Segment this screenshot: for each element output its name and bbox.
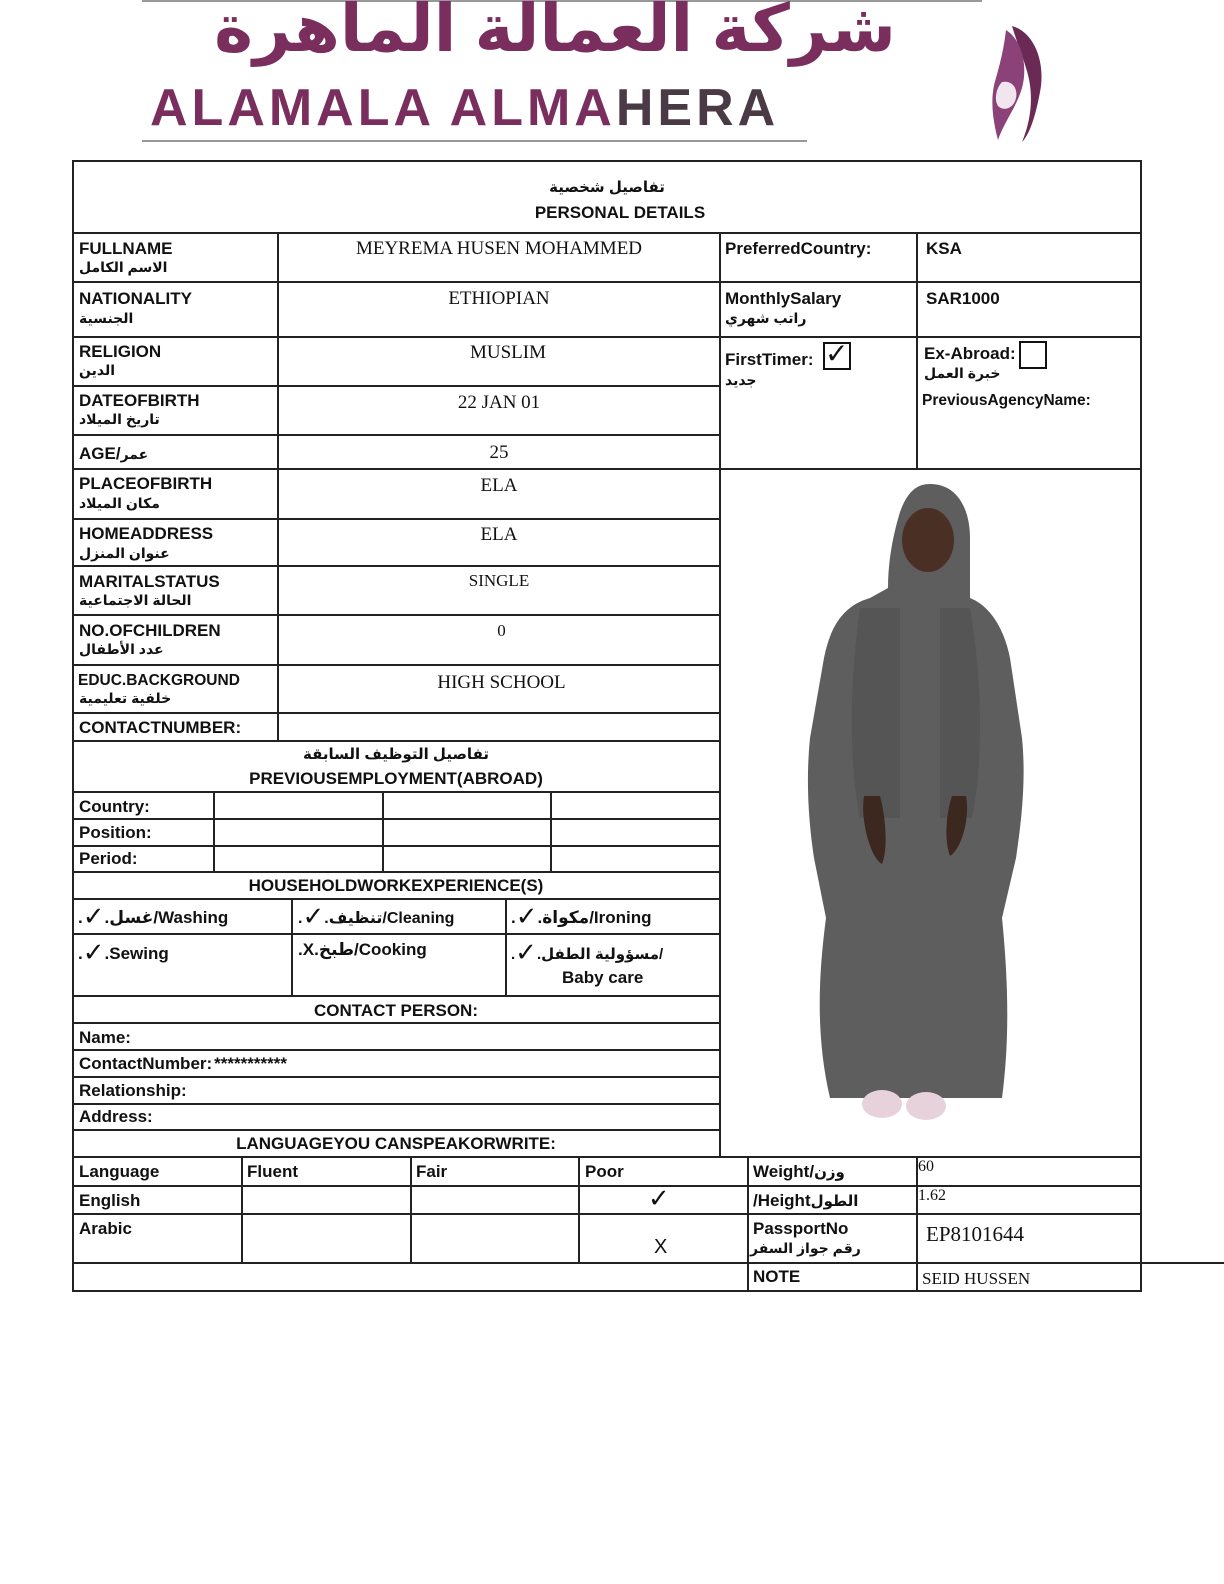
note-value: SEID HUSSEN: [922, 1269, 1031, 1288]
vl-lang-1: [241, 1156, 243, 1262]
sewing-check-icon: ✓: [82, 938, 105, 968]
children-label: NO.OFCHILDREN: [79, 621, 221, 640]
frame-left: [72, 160, 74, 1292]
ironing-check-icon: ✓: [515, 902, 538, 932]
hl-header: [72, 232, 1142, 234]
marital-arabic: الحالة الاجتماعية: [79, 592, 192, 608]
babycare-check-icon: ✓: [515, 938, 537, 968]
nationality-label: NATIONALITY: [79, 289, 193, 308]
dob-label: DATEOFBIRTH: [79, 391, 200, 410]
age-label-en: AGE/: [79, 444, 121, 463]
skill-ironing-label: مكواة/Ironing: [542, 908, 652, 927]
vl-lang-4: [747, 1156, 749, 1290]
skill-cleaning: [298, 902, 455, 932]
skill-ironing-dot: .: [511, 908, 516, 927]
logo-arabic-text: شركة العمالة الماهرة: [214, 0, 896, 65]
preferred-country-value: KSA: [926, 239, 962, 258]
fullname-value: MEYREMA HUSEN MOHAMMED: [355, 238, 643, 259]
homeaddress-label: HOMEADDRESS: [79, 524, 214, 543]
fullname-label: FULLNAME: [79, 239, 173, 258]
frame-top: [72, 160, 1142, 162]
hl-5: [72, 468, 1142, 470]
marital-label: MARITALSTATUS: [79, 572, 220, 591]
firsttimer-arabic: جديد: [725, 372, 757, 388]
firsttimer-checked-box-icon[interactable]: [823, 337, 851, 370]
hl-15: [72, 871, 720, 873]
passport-value: EP8101644: [926, 1222, 1025, 1246]
hl-28: [72, 1290, 1142, 1292]
contact-number-label: [79, 1054, 287, 1074]
languages-title: LANGUAGEYOU CANSPEAKORWRITE:: [236, 1134, 556, 1153]
frame-right: [1140, 160, 1142, 1292]
skill-washing-dot: .: [78, 908, 83, 927]
skill-babycare-dot-2: .: [536, 946, 542, 963]
previous-agency-label: PreviousAgencyName:: [922, 392, 1091, 409]
applicant-photo: [790, 478, 1040, 1126]
dob-arabic: تاريخ الميلاد: [79, 411, 160, 427]
weight-value: 60: [918, 1158, 934, 1175]
hl-2: [72, 336, 1142, 338]
arabic-poor-mark: X: [654, 1236, 668, 1258]
passport-arabic: رقم جواز السفر: [750, 1240, 861, 1256]
hl-24: [72, 1156, 1142, 1158]
skill-ironing: [511, 902, 652, 932]
washing-check-icon: ✓: [82, 902, 105, 932]
skill-babycare: [511, 938, 664, 968]
educ-arabic: خلفية تعليمية: [79, 690, 172, 706]
hl-17: [72, 933, 720, 935]
firsttimer-label: FirstTimer:: [725, 350, 814, 369]
skill-cooking-dot: .: [298, 940, 303, 959]
skill-sewing-dot-2: .: [104, 944, 110, 963]
lang-header-poor: Poor: [585, 1162, 624, 1181]
contact-number-text: ContactNumber:: [79, 1054, 213, 1073]
height-label-ar: الطول: [810, 1193, 859, 1210]
vl-lang-3: [578, 1156, 580, 1262]
pob-value: ELA: [480, 475, 518, 496]
homeaddress-value: ELA: [480, 524, 518, 545]
hl-7: [72, 565, 720, 567]
skill-cooking: [298, 940, 427, 960]
monthly-salary-label: MonthlySalary: [725, 289, 842, 308]
hl-10: [72, 712, 720, 714]
contact-number-value: ***********: [214, 1054, 287, 1073]
contactnumber-label: CONTACTNUMBER:: [79, 718, 242, 737]
hl-19: [72, 1022, 720, 1024]
skill-babycare-arabic: مسؤولية الطفل/: [541, 946, 664, 963]
hl-9: [72, 664, 720, 666]
skill-washing-label: غسل/Washing: [109, 908, 229, 927]
hl-27: [72, 1262, 1224, 1264]
skill-babycare-label: Baby care: [562, 968, 644, 987]
logo-english-right: HERA: [615, 79, 780, 137]
vl-emp-3: [550, 791, 552, 871]
monthly-salary-value: SAR1000: [926, 289, 1000, 308]
marital-value: SINGLE: [468, 571, 530, 590]
dob-value: 22 JAN 01: [457, 392, 541, 413]
exabroad-label: Ex-Abroad:: [924, 344, 1016, 363]
vl-right-col: [916, 232, 918, 468]
hl-6: [72, 518, 720, 520]
skill-washing-dot-2: .: [104, 908, 110, 927]
skill-cleaning-dot-2: .: [324, 910, 329, 927]
hl-25: [72, 1185, 1142, 1187]
monthly-salary-arabic: راتب شهري: [725, 310, 807, 326]
height-label: [753, 1191, 858, 1211]
personal-details-arabic: تفاصيل شخصية: [549, 179, 665, 196]
children-value: 0: [497, 621, 506, 640]
lang-header-fair: Fair: [416, 1162, 448, 1181]
lang-english-label: English: [79, 1191, 141, 1210]
vl-hh-1: [291, 898, 293, 995]
lang-header-fluent: Fluent: [247, 1162, 298, 1181]
personal-details-title: PERSONAL DETAILS: [534, 203, 706, 222]
religion-arabic: الدين: [79, 362, 115, 378]
religion-value: MUSLIM: [469, 342, 546, 363]
vl-lang-2: [410, 1156, 412, 1262]
emp-period-label: Period:: [79, 849, 138, 868]
skill-cleaning-label: تنظيف/Cleaning: [328, 910, 455, 927]
lang-header-language: Language: [79, 1162, 160, 1181]
skill-sewing: [78, 938, 169, 968]
skill-cooking-dot-2: .: [314, 940, 319, 959]
vl-phys: [916, 1156, 918, 1290]
contact-name-label: Name:: [79, 1028, 131, 1047]
emp-country-label: Country:: [79, 797, 150, 816]
woman-profile-logo-icon: [982, 22, 1050, 144]
english-poor-check-icon: ✓: [648, 1184, 670, 1214]
household-title: HOUSEHOLDWORKEXPERIENCE(S): [248, 876, 544, 895]
vl-hh-2: [505, 898, 507, 995]
logo-english-text: [150, 78, 779, 138]
hl-8: [72, 614, 720, 616]
skill-sewing-dot: .: [78, 944, 83, 963]
weight-label-en: Weight/: [753, 1162, 815, 1181]
vl-emp-1: [213, 791, 215, 871]
hl-13: [72, 818, 720, 820]
exabroad-empty-box-icon[interactable]: [1019, 341, 1047, 369]
prev-employment-title: PREVIOUSEMPLOYMENT(ABROAD): [249, 769, 543, 788]
height-label-en: /Height: [753, 1191, 811, 1210]
hl-16: [72, 898, 720, 900]
children-arabic: عدد الأطفال: [79, 641, 164, 657]
contact-relationship-label: Relationship:: [79, 1081, 187, 1100]
height-value: 1.62: [918, 1187, 946, 1204]
cleaning-check-icon: ✓: [302, 902, 325, 932]
prev-employment-arabic: تفاصيل التوظيف السابقة: [302, 746, 489, 763]
logo-english-left: ALAMALA ALMA: [150, 79, 616, 137]
exabroad-arabic: خبرة العمل: [924, 365, 1001, 381]
skill-sewing-label: Sewing: [109, 944, 169, 963]
weight-label-ar: وزن: [814, 1164, 845, 1181]
educ-label: EDUC.BACKGROUND: [78, 672, 240, 689]
hl-21: [72, 1076, 720, 1078]
hl-26: [72, 1213, 1142, 1215]
fullname-arabic: الاسم الكامل: [79, 259, 168, 275]
skill-ironing-dot-2: .: [537, 908, 543, 927]
firsttimer-check-icon: ✓: [825, 337, 849, 370]
skill-cooking-mark: X: [302, 940, 315, 959]
hl-18: [72, 995, 720, 997]
lang-arabic-label: Arabic: [79, 1219, 132, 1238]
educ-value: HIGH SCHOOL: [437, 672, 566, 693]
pob-label: PLACEOFBIRTH: [79, 474, 213, 493]
skill-washing: [78, 902, 229, 932]
logo-bottom-rule: [142, 140, 807, 142]
vl-emp-2: [382, 791, 384, 871]
emp-position-label: Position:: [79, 823, 152, 842]
skill-babycare-dot: .: [511, 946, 516, 963]
age-label: [79, 444, 148, 464]
age-value: 25: [489, 442, 509, 463]
nationality-value: ETHIOPIAN: [448, 288, 550, 309]
contact-person-title: CONTACT PERSON:: [313, 1001, 478, 1020]
hl-12: [72, 791, 720, 793]
passport-label: PassportNo: [753, 1219, 849, 1238]
skill-cleaning-dot: .: [298, 910, 303, 927]
age-label-ar: عمر: [120, 446, 149, 462]
hl-14: [72, 845, 720, 847]
homeaddress-arabic: عنوان المنزل: [79, 545, 170, 561]
hl-1: [72, 281, 1142, 283]
contact-address-label: Address:: [79, 1107, 153, 1126]
weight-label: [753, 1162, 845, 1182]
preferred-country-label: PreferredCountry:: [725, 239, 872, 258]
pob-arabic: مكان الميلاد: [79, 495, 160, 511]
note-label: NOTE: [753, 1267, 801, 1286]
skill-cooking-label: طبخ/Cooking: [318, 940, 427, 959]
nationality-arabic: الجنسية: [79, 310, 134, 326]
religion-label: RELIGION: [79, 342, 162, 361]
hl-3: [72, 385, 720, 387]
hl-4: [72, 434, 720, 436]
hl-20: [72, 1049, 720, 1051]
hl-11: [72, 740, 720, 742]
hl-22: [72, 1103, 720, 1105]
hl-23: [72, 1129, 720, 1131]
